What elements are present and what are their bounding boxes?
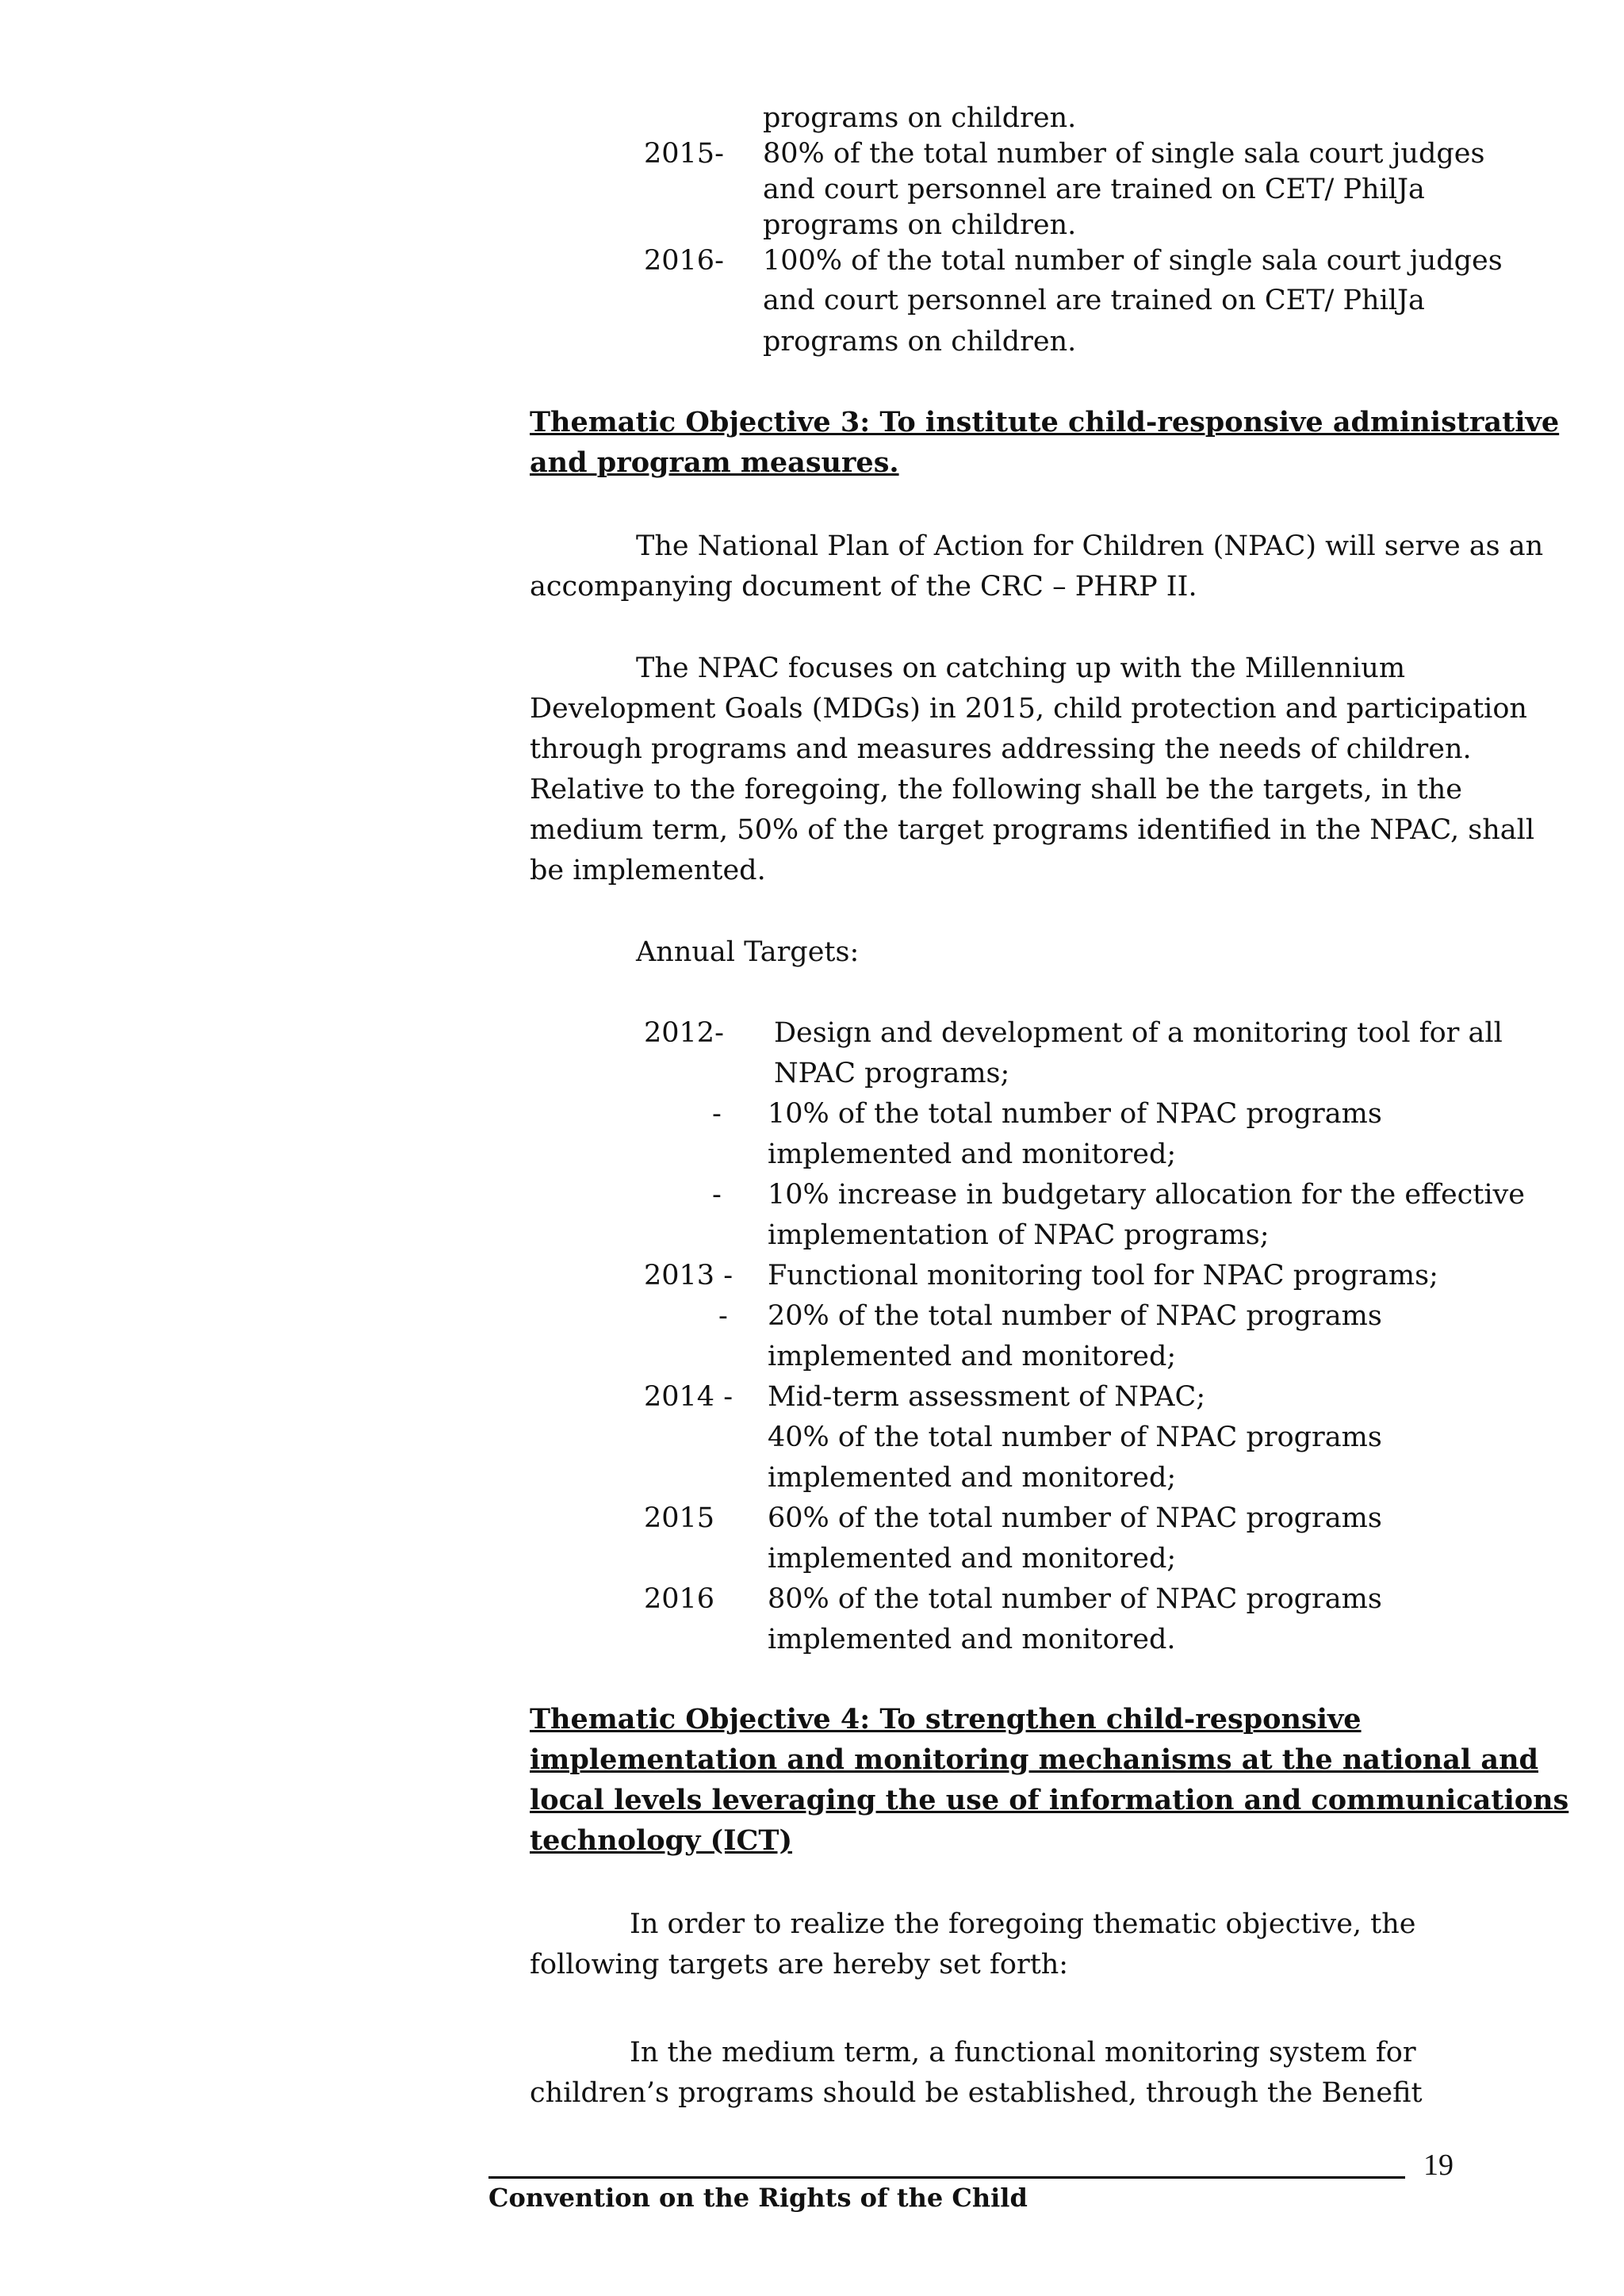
paragraph-line: The NPAC focuses on catching up with the Millennium	[636, 652, 1406, 684]
list-item-year: 2016	[644, 1583, 715, 1615]
list-item-text: 80% of the total number of single sala court judges	[763, 138, 1485, 170]
list-item-year: -	[718, 1300, 728, 1332]
page-number: 19	[1423, 2149, 1454, 2182]
list-item-text: programs on children.	[763, 326, 1077, 358]
section-heading: and program measures.	[530, 446, 899, 479]
list-item-text: Mid-term assessment of NPAC;	[768, 1381, 1206, 1413]
list-item-text: 80% of the total number of NPAC programs	[768, 1583, 1382, 1615]
list-item-text: 10% increase in budgetary allocation for the effective	[768, 1179, 1526, 1211]
footer-divider	[488, 2176, 1405, 2179]
list-item-text: 20% of the total number of NPAC programs	[768, 1300, 1382, 1332]
section-heading: implementation and monitoring mechanisms at the national and	[530, 1743, 1538, 1776]
section-heading: technology (ICT)	[530, 1824, 793, 1857]
list-item-text: Design and development of a monitoring tool for all	[774, 1017, 1503, 1049]
paragraph-line: following targets are hereby set forth:	[530, 1949, 1069, 1980]
list-item-text: implementation of NPAC programs;	[768, 1219, 1270, 1251]
section-heading: Thematic Objective 4: To strengthen child-responsive	[530, 1703, 1362, 1735]
list-item-text: 40% of the total number of NPAC programs	[768, 1422, 1382, 1453]
list-item-text: 100% of the total number of single sala court judges	[763, 245, 1503, 277]
list-item-year: 2013 -	[644, 1260, 733, 1292]
paragraph-line: medium term, 50% of the target programs identified in the NPAC, shall	[530, 814, 1535, 846]
paragraph-line: Development Goals (MDGs) in 2015, child protection and participation	[530, 693, 1527, 725]
paragraph-line: be implemented.	[530, 855, 766, 886]
list-item-text: implemented and monitored;	[768, 1462, 1177, 1494]
list-item-text: 10% of the total number of NPAC programs	[768, 1098, 1382, 1130]
paragraph-line: accompanying document of the CRC – PHRP II.	[530, 571, 1197, 603]
list-item-year: 2015	[644, 1502, 715, 1534]
section-heading: local levels leveraging the use of information and communications	[530, 1784, 1569, 1816]
paragraph-line: In order to realize the foregoing thematic objective, the	[630, 1908, 1416, 1940]
list-item-text: implemented and monitored;	[768, 1138, 1177, 1170]
list-item-text: NPAC programs;	[774, 1058, 1010, 1089]
paragraph-line: through programs and measures addressing the needs of children.	[530, 733, 1472, 765]
list-item-text: programs on children.	[763, 102, 1077, 134]
list-item-text: programs on children.	[763, 209, 1077, 241]
list-item-text: implemented and monitored.	[768, 1624, 1176, 1655]
list-item-text: and court personnel are trained on CET/ PhilJa	[763, 285, 1425, 316]
list-item-text: implemented and monitored;	[768, 1341, 1177, 1372]
list-item-text: implemented and monitored;	[768, 1543, 1177, 1575]
list-item-year: 2015-	[644, 138, 724, 170]
list-item-year: 2016-	[644, 245, 724, 277]
annual-targets-label: Annual Targets:	[636, 936, 860, 968]
section-heading: Thematic Objective 3: To institute child-responsive administrative	[530, 406, 1560, 438]
list-item-year: -	[712, 1098, 722, 1130]
paragraph-line: Relative to the foregoing, the following shall be the targets, in the	[530, 774, 1463, 806]
list-item-text: 60% of the total number of NPAC programs	[768, 1502, 1382, 1534]
footer-title: Convention on the Rights of the Child	[488, 2183, 1028, 2213]
list-item-year: 2012-	[644, 1017, 724, 1049]
list-item-text: and court personnel are trained on CET/ PhilJa	[763, 174, 1425, 205]
list-item-year: -	[712, 1179, 722, 1211]
paragraph-line: In the medium term, a functional monitoring system for	[630, 2037, 1416, 2068]
list-item-text: Functional monitoring tool for NPAC programs;	[768, 1260, 1438, 1292]
paragraph-line: The National Plan of Action for Children (NPAC) will serve as an	[636, 530, 1544, 562]
list-item-year: 2014 -	[644, 1381, 733, 1413]
paragraph-line: children’s programs should be established, through the Benefit	[530, 2077, 1423, 2109]
